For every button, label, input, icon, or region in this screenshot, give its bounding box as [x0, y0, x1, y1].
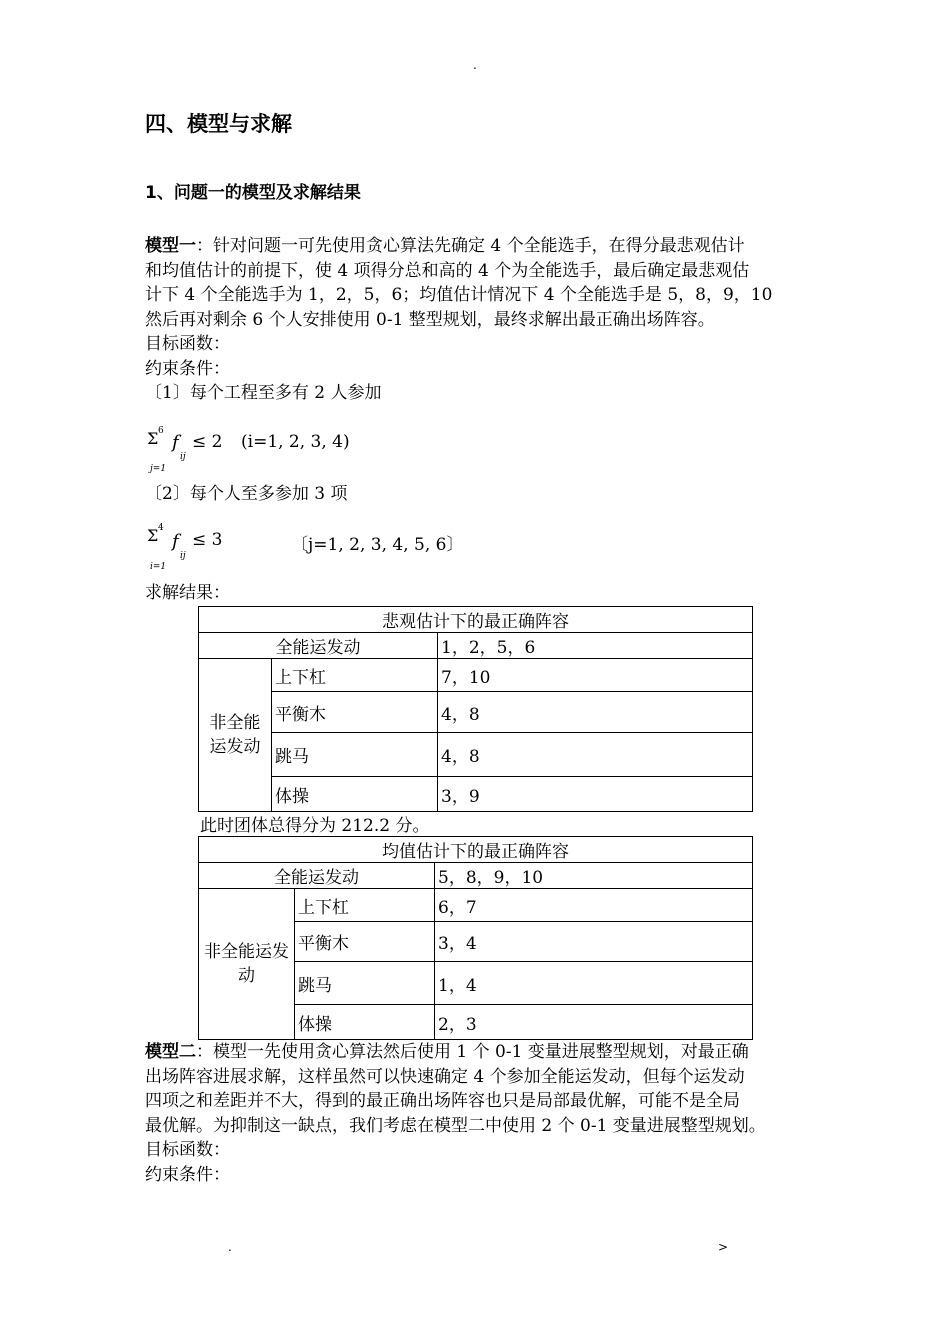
footer-dot: . [228, 1240, 232, 1254]
inequality: ≤ 2 [192, 432, 223, 452]
model2-label: 模型二 [145, 1042, 196, 1062]
mean-lineup-table [198, 836, 753, 1040]
table-title: 悲观估计下的最正确阵容 [199, 607, 753, 633]
allround-label: 全能运发动 [199, 863, 435, 889]
constraint-1-equation [145, 425, 445, 477]
model2-objective-label: 目标函数： [145, 1140, 230, 1160]
group-label: 非全能运发动 [199, 659, 272, 812]
constraints-label: 约束条件： [145, 358, 230, 379]
event-athletes: 3，9 [438, 777, 753, 812]
section-title: 四、模型与求解 [145, 112, 292, 136]
group-label: 非全能运发动 [199, 889, 295, 1040]
event-name: 平衡木 [295, 922, 435, 962]
constraint-2-text: 〔2〕每个人至多参加 3 项 [145, 484, 348, 504]
inequality: ≤ 3 [192, 530, 223, 550]
model2-line-4: 最优解。为抑制这一缺点，我们考虑在模型二中使用 2 个 0-1 变量进展整型规划。 [145, 1115, 766, 1136]
pessimistic-lineup-table [198, 606, 753, 812]
footer-arrow: > [718, 1240, 729, 1254]
model2-line-2: 出场阵容进展求解，这样虽然可以快速确定 4 个参加全能运发动，但每个运发动 [145, 1066, 745, 1087]
constraint-1-text: 〔1〕每个工程至多有 2 人参加 [145, 383, 382, 403]
event-athletes: 4，8 [438, 733, 753, 777]
event-athletes: 3，4 [435, 922, 753, 962]
event-athletes: 2，3 [435, 1005, 753, 1040]
allround-value: 1，2，5，6 [438, 633, 753, 659]
table-title: 均值估计下的最正确阵容 [199, 837, 753, 863]
index-range: (i=1, 2, 3, 4) [241, 432, 350, 452]
sigma-symbol: Σ [147, 526, 159, 545]
model2-line-1: ：模型一先使用贪心算法然后使用 1 个 0-1 变量进展整型规划，对最正确 [196, 1042, 749, 1062]
score-note: 此时团体总得分为 212.2 分。 [200, 816, 430, 836]
variable-f: f [172, 432, 179, 453]
model1-line-4: 然后再对剩余 6 个人安排使用 0-1 整型规划，最终求解出最正确出场阵容。 [145, 309, 715, 330]
event-name: 上下杠 [295, 889, 435, 922]
header-dot: . [473, 58, 477, 72]
model2-paragraph [145, 1040, 766, 1187]
index-range: 〔j=1, 2, 3, 4, 5, 6〕 [291, 535, 464, 555]
event-athletes: 1，4 [435, 962, 753, 1005]
allround-value: 5，8，9，10 [435, 863, 753, 889]
variable-subscript: ij [180, 551, 186, 561]
event-name: 跳马 [272, 733, 438, 777]
result-line [145, 581, 230, 606]
event-athletes: 4，8 [438, 692, 753, 733]
event-name: 平衡木 [272, 692, 438, 733]
constraint-2-line [145, 482, 347, 507]
event-athletes: 7，10 [438, 659, 753, 692]
model1-line-2: 和均值估计的前提下，使 4 项得分总和高的 4 个为全能选手，最后确定最悲观估 [145, 260, 750, 281]
event-name: 跳马 [295, 962, 435, 1005]
sum-upper-limit: 4 [158, 523, 164, 533]
variable-subscript: ij [180, 452, 186, 462]
model2-constraints-label: 约束条件： [145, 1164, 230, 1185]
model1-line-3: 计下 4 个全能选手为 1，2，5，6；均值估计情况下 4 个全能选手是 5，8，9，10 [145, 285, 773, 305]
allround-label: 全能运发动 [199, 633, 438, 659]
model1-line-1: ：针对问题一可先使用贪心算法先确定 4 个全能选手，在得分最悲观估计 [196, 236, 745, 256]
sigma-symbol: Σ [147, 429, 159, 448]
event-name: 体操 [295, 1005, 435, 1040]
sum-lower-limit: j=1 [150, 464, 167, 474]
variable-f: f [172, 531, 179, 552]
result-label: 求解结果： [145, 583, 230, 603]
model2-line-3: 四项之和差距并不大，得到的最正确出场阵容也只是局部最优解，可能不是全局 [145, 1091, 740, 1111]
objective-label: 目标函数： [145, 334, 230, 354]
model1-label: 模型一 [145, 236, 196, 256]
event-athletes: 6，7 [435, 889, 753, 922]
model1-paragraph [145, 234, 772, 406]
sum-upper-limit: 6 [158, 426, 164, 436]
sum-lower-limit: i=1 [150, 562, 167, 572]
event-name: 体操 [272, 777, 438, 812]
event-name: 上下杠 [272, 659, 438, 692]
subsection-title: 1、问题一的模型及求解结果 [145, 183, 361, 203]
constraint-2-equation [145, 520, 465, 574]
